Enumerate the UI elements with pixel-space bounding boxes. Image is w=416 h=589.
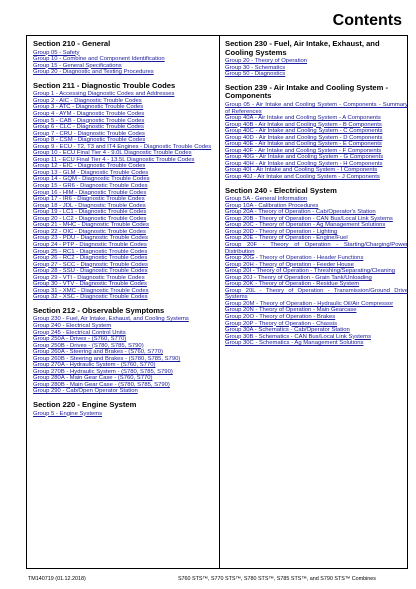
toc-link-group-30b[interactable]: Group 30B - Schematics - CAN Bus/Local Link Systems xyxy=(225,333,372,340)
toc-link-group-40f[interactable]: Group 40F - Air Intake and Cooling System - F Components xyxy=(225,147,382,154)
toc-link-group-40h[interactable]: Group 40H - Air Intake and Cooling System - H Components xyxy=(225,160,383,167)
toc-link-group-20g[interactable]: Group 20G - Theory of Operation - Header Functions xyxy=(225,255,364,262)
toc-link-group-280b[interactable]: Group 280B - Main Gear Case - (S780, S785, S790) xyxy=(33,381,170,388)
toc-link-group-20d[interactable]: Group 20D - Theory of Operation - Lighting xyxy=(225,228,338,235)
toc-link-group-32[interactable]: Group 32 - XSC - Diagnostic Trouble Codes xyxy=(33,294,148,301)
toc-link-group-14[interactable]: Group 14 - GQM - Diagnostic Trouble Codes xyxy=(33,176,150,183)
toc-link-group-26[interactable]: Group 26 - RC2 - Diagnostic Trouble Codes xyxy=(33,255,148,262)
toc-link-group-20o[interactable]: Group 20O - Theory of Operation - Brakes xyxy=(225,314,336,321)
toc-link-group-15[interactable]: Group 15 - General Specifications xyxy=(33,62,122,69)
toc-link-group-20h[interactable]: Group 20H - Theory of Operation - Feeder House xyxy=(225,261,354,268)
toc-link-group-5a[interactable]: Group 5A - General Information xyxy=(225,196,308,203)
section-heading: Section 212 - Observable Symptoms xyxy=(33,305,165,315)
toc-link-group-3[interactable]: Group 3 - ATC - Diagnostic Trouble Codes xyxy=(33,104,144,111)
contents-table xyxy=(26,35,408,569)
toc-link-group-40a[interactable]: Group 40A - Air Intake and Cooling System - A Components xyxy=(225,115,381,122)
toc-link-group-250a[interactable]: Group 250A - Drives - (S760, S770) xyxy=(33,336,127,343)
toc-link-group-23[interactable]: Group 23 - PDU - Diagnostic Trouble Codes xyxy=(33,235,148,242)
toc-link-group-8[interactable]: Group 8 - CSM - Diagnostic Trouble Codes xyxy=(33,137,146,144)
toc-link-group-1[interactable]: Group 1 - Accessing Diagnostic Codes and Addresses xyxy=(33,91,175,98)
toc-section xyxy=(225,84,408,181)
toc-link-group-22[interactable]: Group 22 - OIC - Diagnostic Trouble Codes xyxy=(33,228,146,235)
toc-link-group-40j[interactable]: Group 40J - Air Intake and Cooling System - J Components xyxy=(225,174,380,181)
toc-link-group-5[interactable]: Group 5 - CAB - Diagnostic Trouble Codes xyxy=(33,117,145,124)
toc-link-group-20m[interactable]: Group 20M - Theory of Operation - Hydraulic Oil/Air Compressor xyxy=(225,300,394,307)
toc-link-group-30[interactable]: Group 30 - VTV - Diagnostic Trouble Codes xyxy=(33,281,147,288)
section-heading: Section 210 - General xyxy=(33,39,111,48)
section-heading: Section 240 - Electrical System xyxy=(225,185,337,195)
toc-link-group-10[interactable]: Group 10 - Combine and Component Identification xyxy=(33,56,165,63)
model-list: S760 STS™, S770 STS™, S780 STS™, S785 STS™, and S790 STS™ Combines xyxy=(177,576,376,582)
toc-link-group-30c[interactable]: Group 30C - Schematics - Ag Management Solutions xyxy=(225,340,364,347)
toc-link-group-19[interactable]: Group 19 - LC1 - Diagnostic Trouble Codes xyxy=(33,209,147,216)
toc-link-group-28[interactable]: Group 28 - SSU - Diagnostic Trouble Codes xyxy=(33,268,148,275)
toc-link-group-13[interactable]: Group 13 - GLM - Diagnostic Trouble Codes xyxy=(33,169,149,176)
toc-link-group-260a[interactable]: Group 260A - Steering and Brakes - (S760, S770) xyxy=(33,349,163,356)
toc-link-group-12[interactable]: Group 12 - EIC - Diagnostic Trouble Codes xyxy=(33,163,146,170)
toc-section xyxy=(225,187,408,347)
toc-link-group-20n[interactable]: Group 20N - Theory of Operation - Main Gearcase xyxy=(225,307,357,314)
toc-link-group-40b[interactable]: Group 40B - Air Intake and Cooling System - B Components xyxy=(225,121,382,128)
toc-link-group-20f[interactable]: Group 20F - Theory of Operation - Starting/Charging/Power Distribution xyxy=(225,242,408,255)
toc-link-group-5[interactable]: Group 5 - Engine Systems xyxy=(33,410,103,417)
toc-link-group-7[interactable]: Group 7 - CRU - Diagnostic Trouble Codes xyxy=(33,130,145,137)
toc-link-group-2[interactable]: Group 2 - AIC - Diagnostic Trouble Codes xyxy=(33,97,142,104)
toc-section xyxy=(225,40,408,78)
toc-link-group-280a[interactable]: Group 280A - Main Gear Case - (S760, S770) xyxy=(33,375,153,382)
toc-link-group-20b[interactable]: Group 20B - Theory of Operation - CAN Bus/Local Link Systems xyxy=(225,215,393,222)
toc-link-group-25[interactable]: Group 25 - RC1 - Diagnostic Trouble Codes xyxy=(33,248,148,255)
toc-link-group-230[interactable]: Group 230 - Fuel, Air Intake, Exhaust, and Cooling Systems xyxy=(33,316,189,323)
toc-link-group-20[interactable]: Group 20 - Diagnostic and Testing Procedures xyxy=(33,69,154,76)
toc-link-group-40i[interactable]: Group 40I - Air Intake and Cooling System - I Components xyxy=(225,167,378,174)
toc-link-group-270b[interactable]: Group 270B - Hydraulic System - (S780, S785, S790) xyxy=(33,368,173,375)
toc-link-group-29[interactable]: Group 29 - VTI - Diagnostic Trouble Codes xyxy=(33,274,145,281)
toc-link-group-05[interactable]: Group 05 - Safety xyxy=(33,49,80,56)
page-title: Contents xyxy=(332,12,402,29)
toc-section xyxy=(33,307,216,395)
section-heading: Section 230 - Fuel, Air Intake, Exhaust, and Cooling Systems xyxy=(225,39,380,57)
toc-link-group-6[interactable]: Group 6 - CLC - Diagnostic Trouble Codes xyxy=(33,124,144,131)
toc-link-group-20k[interactable]: Group 20K - Theory of Operation - Residue System xyxy=(225,281,360,288)
section-heading: Section 220 - Engine System xyxy=(33,400,137,410)
section-heading: Section 211 - Diagnostic Trouble Codes xyxy=(33,80,176,90)
page-footer xyxy=(0,576,416,586)
toc-link-group-10[interactable]: Group 10 - ECU Final Tier 4 - 9.0L Diagnostic Trouble Codes xyxy=(33,150,192,157)
toc-link-group-20a[interactable]: Group 20A - Theory of Operation - Cab/Operator's Station xyxy=(225,209,376,216)
toc-link-group-270a[interactable]: Group 270A - Hydraulic System - (S760, S770) xyxy=(33,362,156,369)
toc-section xyxy=(33,401,216,417)
toc-link-group-40e[interactable]: Group 40E - Air Intake and Cooling System - E Components xyxy=(225,141,382,148)
toc-link-group-260b[interactable]: Group 260B - Steering and Brakes - (S780, S785, S790) xyxy=(33,355,181,362)
toc-link-group-290[interactable]: Group 290 - Cab/Open Operator Station xyxy=(33,388,138,395)
toc-link-group-16[interactable]: Group 16 - HIM - Diagnostic Trouble Codes xyxy=(33,189,147,196)
toc-link-group-20c[interactable]: Group 20C - Theory of Operation - Ag Management Solutions xyxy=(225,222,386,229)
toc-link-group-20j[interactable]: Group 20J - Theory of Operation - Grain Tank/Unloading xyxy=(225,274,372,281)
toc-link-group-250b[interactable]: Group 250B - Drives - (S780, S785, S790) xyxy=(33,342,144,349)
toc-link-group-20[interactable]: Group 20 - Theory of Operation xyxy=(225,58,308,65)
toc-link-group-40g[interactable]: Group 40G - Air Intake and Cooling System - G Components xyxy=(225,154,384,161)
toc-link-group-9[interactable]: Group 9 - ECU - T2, T3 and IT4 Engines - Diagnostic Trouble Codes xyxy=(33,143,212,150)
toc-link-group-05[interactable]: Group 05 - Air Intake and Cooling System - Components - Summary of References xyxy=(225,102,408,115)
toc-link-group-20p[interactable]: Group 20P - Theory of Operation - Chassis xyxy=(225,320,338,327)
column-divider xyxy=(219,36,220,568)
left-column xyxy=(33,40,216,423)
toc-section xyxy=(33,82,216,301)
toc-section xyxy=(33,40,216,76)
toc-link-group-30[interactable]: Group 30 - Schematics xyxy=(225,64,286,71)
toc-link-group-240[interactable]: Group 240 - Electrical System xyxy=(33,323,112,330)
toc-link-group-20e[interactable]: Group 20E - Theory of Operation - Engine/Fuel xyxy=(225,235,348,242)
toc-link-group-27[interactable]: Group 27 - SCC - Diagnostic Trouble Codes xyxy=(33,261,148,268)
toc-link-group-21[interactable]: Group 21 - MHC - Diagnostic Trouble Codes xyxy=(33,222,149,229)
toc-link-group-30a[interactable]: Group 30A - Schematics - Cab/Operator Station xyxy=(225,327,350,334)
toc-link-group-10a[interactable]: Group 10A - Calibration Procedures xyxy=(225,202,319,209)
document-code: TM140719 (01.12.2018) xyxy=(28,576,86,582)
right-column xyxy=(225,40,408,353)
toc-link-group-15[interactable]: Group 15 - GR6 - Diagnostic Trouble Codes xyxy=(33,183,148,190)
toc-link-group-18[interactable]: Group 18 - JDL - Diagnostic Trouble Codes xyxy=(33,202,146,209)
toc-link-group-20i[interactable]: Group 20I - Theory of Operation - Threshing/Separating/Cleaning xyxy=(225,268,396,275)
toc-link-group-50[interactable]: Group 50 - Diagnostics xyxy=(225,71,286,78)
section-heading: Section 239 - Air Intake and Cooling System - Components xyxy=(225,82,389,101)
toc-link-group-40d[interactable]: Group 40D - Air Intake and Cooling System - D Components xyxy=(225,134,383,141)
toc-link-group-40c[interactable]: Group 40C - Air Intake and Cooling System - C Components xyxy=(225,128,383,135)
toc-link-group-11[interactable]: Group 11 - ECU Final Tier 4 - 13.5L Diagnostic Trouble Codes xyxy=(33,156,195,163)
toc-link-group-4[interactable]: Group 4 - AYM - Diagnostic Trouble Codes xyxy=(33,111,145,118)
toc-link-group-245[interactable]: Group 245 - Electrical Control Units xyxy=(33,329,126,336)
toc-link-group-17[interactable]: Group 17 - IR6 - Diagnostic Trouble Codes xyxy=(33,196,145,203)
toc-link-group-24[interactable]: Group 24 - PTP - Diagnostic Trouble Codes xyxy=(33,241,147,248)
toc-link-group-31[interactable]: Group 31 - XMC - Diagnostic Trouble Codes xyxy=(33,287,149,294)
toc-link-group-20[interactable]: Group 20 - LC2 - Diagnostic Trouble Codes xyxy=(33,215,147,222)
toc-link-group-20l[interactable]: Group 20L - Theory of Operation - Transmission/Ground Drive Systems xyxy=(225,287,408,301)
